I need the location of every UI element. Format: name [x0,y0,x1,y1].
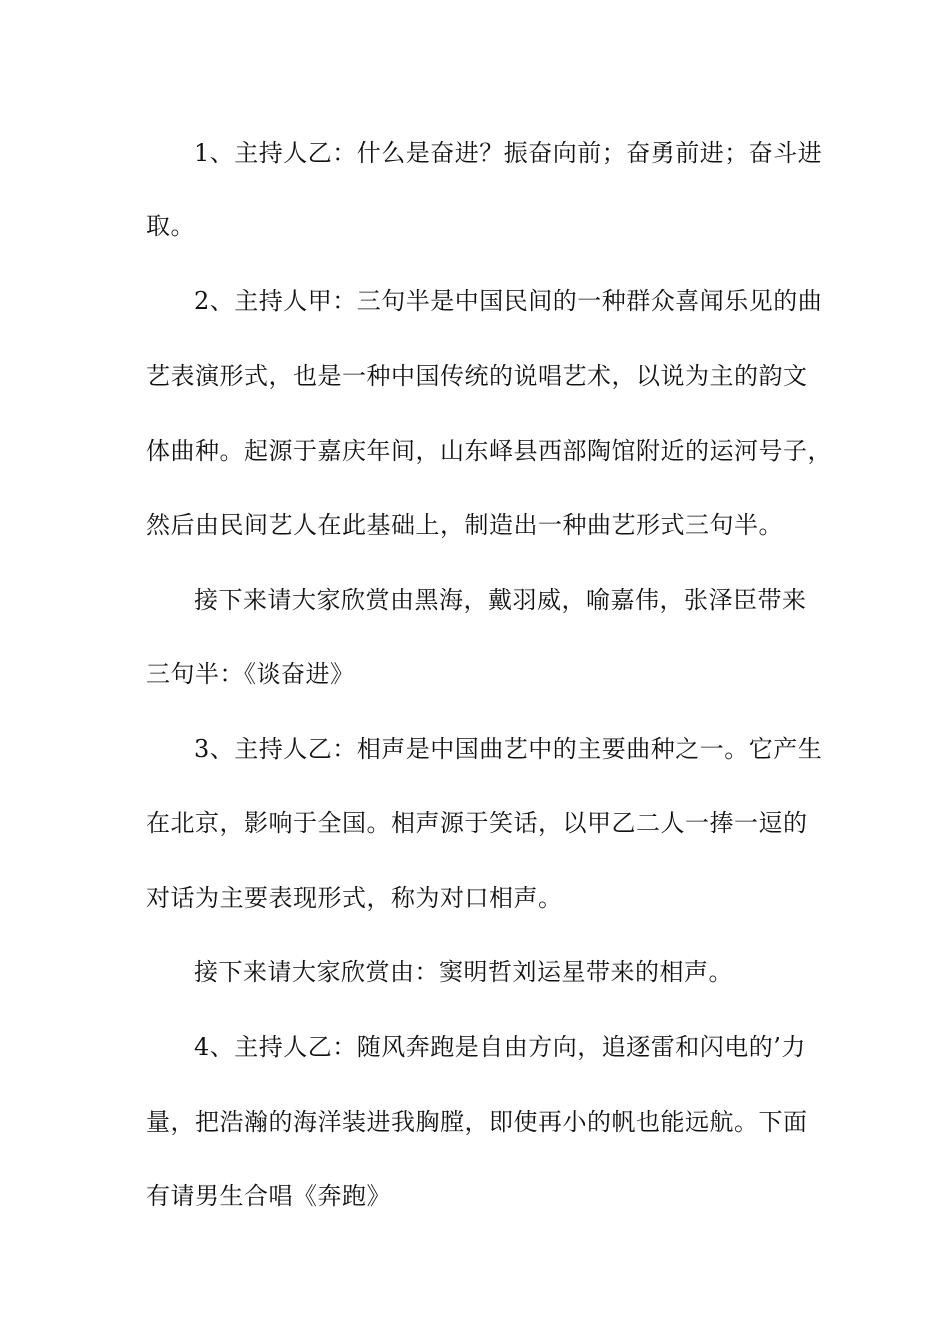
paragraph-4-line-2: 在北京，影响于全国。相声源于笑话，以甲乙二人一捧一逗的 [146,809,808,837]
paragraph-2-line-1: 2、主持人甲：三句半是中国民间的一种群众喜闻乐见的曲 [194,287,823,315]
paragraph-4-line-1: 3、主持人乙：相声是中国曲艺中的主要曲种之一。它产生 [194,735,823,763]
paragraph-1-line-2: 取。 [146,212,195,240]
paragraph-6-line-3: 有请男生合唱《奔跑》 [146,1182,391,1210]
paragraph-2-line-2: 艺表演形式，也是一种中国传统的说唱艺术，以说为主的韵文 [146,362,808,390]
paragraph-5-line-1: 接下来请大家欣赏由：窦明哲刘运星带来的相声。 [194,958,733,986]
paragraph-2-line-4: 然后由民间艺人在此基础上，制造出一种曲艺形式三句半。 [146,511,783,539]
paragraph-2-line-3: 体曲种。起源于嘉庆年间，山东峄县西部陶馆附近的运河号子， [146,437,832,465]
paragraph-6-line-1: 4、主持人乙：随风奔跑是自由方向，追逐雷和闪电的’力 [194,1033,806,1061]
paragraph-1-line-1: 1、主持人乙：什么是奋进？振奋向前；奋勇前进；奋斗进 [194,139,823,167]
paragraph-3-line-2: 三句半：《谈奋进》 [146,660,355,688]
paragraph-3-line-1: 接下来请大家欣赏由黑海，戴羽威，喻嘉伟，张泽臣带来 [194,586,807,614]
paragraph-6-line-2: 量，把浩瀚的海洋装进我胸膛，即使再小的帆也能远航。下面 [146,1108,808,1136]
paragraph-4-line-3: 对话为主要表现形式，称为对口相声。 [146,884,563,912]
